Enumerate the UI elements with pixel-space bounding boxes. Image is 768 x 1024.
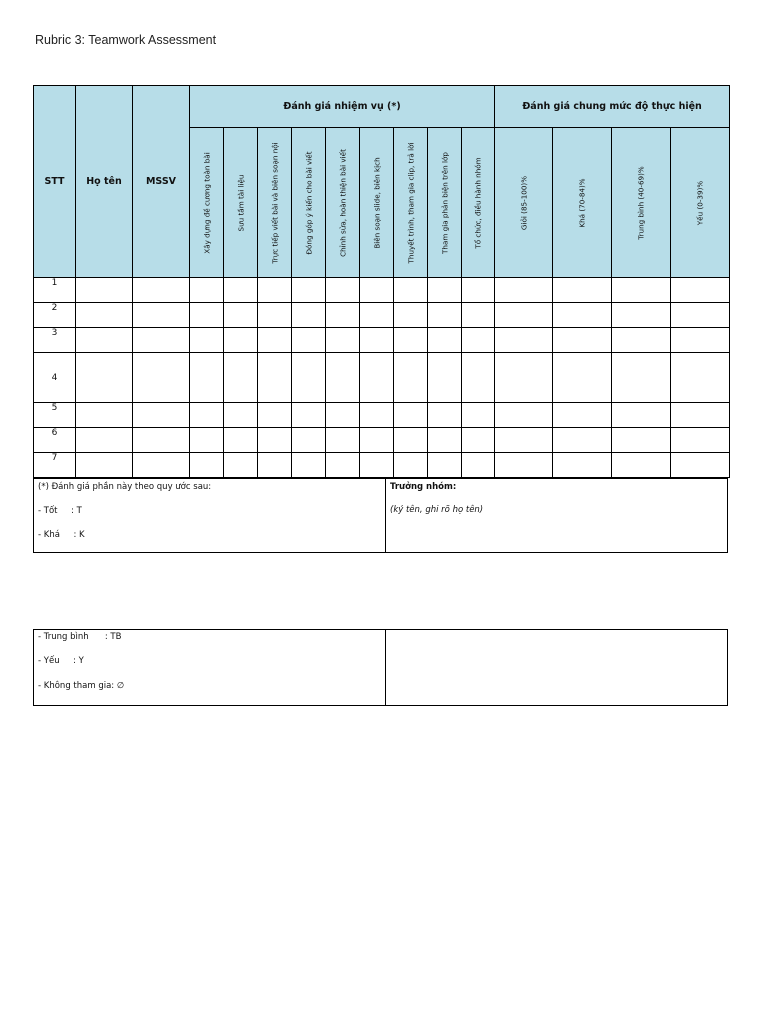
table-cell[interactable]	[495, 278, 553, 303]
table-cell[interactable]	[612, 353, 671, 403]
table-cell[interactable]	[495, 303, 553, 328]
table-cell[interactable]	[394, 278, 428, 303]
legend-heading: (*) Đánh giá phần này theo quy ước sau:	[38, 482, 212, 492]
table-cell[interactable]	[292, 303, 326, 328]
table-cell[interactable]	[326, 278, 360, 303]
table-cell[interactable]	[612, 428, 671, 453]
row-number: 1	[34, 278, 76, 303]
row-number: 6	[34, 428, 76, 453]
table-cell[interactable]	[258, 453, 292, 478]
table-cell[interactable]	[133, 328, 190, 353]
table-cell[interactable]	[190, 353, 224, 403]
row-number: 3	[34, 328, 76, 353]
table-cell[interactable]	[671, 328, 730, 353]
table-row	[34, 403, 730, 428]
table-cell[interactable]	[495, 453, 553, 478]
table-cell[interactable]	[553, 328, 612, 353]
legend-box	[33, 478, 728, 553]
table-cell[interactable]	[671, 453, 730, 478]
table-cell[interactable]	[394, 303, 428, 328]
legend-absent: - Không tham gia: ∅	[38, 681, 125, 691]
table-cell[interactable]	[428, 328, 462, 353]
legend-box-continued	[33, 629, 728, 706]
table-cell[interactable]	[326, 403, 360, 428]
table-cell[interactable]	[326, 328, 360, 353]
table-cell[interactable]	[76, 428, 133, 453]
header-name: Họ tên	[76, 86, 133, 278]
table-cell[interactable]	[292, 328, 326, 353]
table-cell[interactable]	[190, 428, 224, 453]
table-cell[interactable]	[553, 353, 612, 403]
table-cell[interactable]	[133, 353, 190, 403]
row-number: 4	[34, 353, 76, 403]
table-cell[interactable]	[76, 453, 133, 478]
task-header: Tham gia phản biện trên lớp	[428, 128, 462, 278]
level-header: Yếu (0-39)%	[671, 128, 730, 278]
table-cell[interactable]	[671, 303, 730, 328]
table-cell[interactable]	[394, 353, 428, 403]
table-cell[interactable]	[258, 428, 292, 453]
table-cell[interactable]	[462, 428, 495, 453]
table-cell[interactable]	[553, 453, 612, 478]
table-cell[interactable]	[462, 303, 495, 328]
table-cell[interactable]	[428, 403, 462, 428]
table-cell[interactable]	[292, 428, 326, 453]
table-cell[interactable]	[190, 303, 224, 328]
table-cell[interactable]	[326, 453, 360, 478]
table-cell[interactable]	[76, 353, 133, 403]
header-student-id: MSSV	[133, 86, 190, 278]
table-cell[interactable]	[292, 278, 326, 303]
table-cell[interactable]	[326, 303, 360, 328]
table-cell[interactable]	[258, 403, 292, 428]
table-cell[interactable]	[76, 303, 133, 328]
table-cell[interactable]	[394, 428, 428, 453]
legend-left	[34, 479, 386, 552]
table-cell[interactable]	[671, 403, 730, 428]
table-cell[interactable]	[133, 278, 190, 303]
table-cell[interactable]	[553, 428, 612, 453]
table-cell[interactable]	[428, 303, 462, 328]
task-header: Biên soạn slide, biên kịch	[360, 128, 394, 278]
assessment-table	[33, 85, 730, 478]
task-header: Xây dựng đề cương toàn bài	[190, 128, 224, 278]
legend-fair: - Khá : K	[38, 530, 85, 540]
table-cell[interactable]	[258, 328, 292, 353]
table-cell[interactable]	[326, 353, 360, 403]
table-cell[interactable]	[462, 353, 495, 403]
table-cell[interactable]	[292, 453, 326, 478]
table-cell[interactable]	[671, 353, 730, 403]
header-task-evaluation: Đánh giá nhiệm vụ (*)	[190, 86, 495, 128]
table-cell[interactable]	[612, 403, 671, 428]
table-cell[interactable]	[224, 328, 258, 353]
table-cell[interactable]	[428, 353, 462, 403]
document-title: Rubric 3: Teamwork Assessment	[35, 33, 217, 47]
table-cell[interactable]	[428, 453, 462, 478]
table-cell[interactable]	[292, 403, 326, 428]
table-cell[interactable]	[292, 353, 326, 403]
task-header: Thuyết trình, tham gia clip, trả lời	[394, 128, 428, 278]
level-header: Giỏi (85-100)%	[495, 128, 553, 278]
table-cell[interactable]	[462, 453, 495, 478]
legend-right-empty	[386, 630, 727, 705]
row-number: 7	[34, 453, 76, 478]
table-row	[34, 278, 730, 303]
table-cell[interactable]	[258, 303, 292, 328]
table-cell[interactable]	[428, 428, 462, 453]
table-cell[interactable]	[612, 303, 671, 328]
table-row	[34, 303, 730, 328]
table-cell[interactable]	[394, 453, 428, 478]
level-header: Khá (70-84)%	[553, 128, 612, 278]
leader-label: Trưởng nhóm:	[390, 482, 457, 492]
table-cell[interactable]	[224, 428, 258, 453]
table-cell[interactable]	[258, 353, 292, 403]
table-row	[34, 428, 730, 453]
table-cell[interactable]	[224, 353, 258, 403]
table-cell[interactable]	[133, 403, 190, 428]
table-cell[interactable]	[495, 428, 553, 453]
table-cell[interactable]	[224, 278, 258, 303]
table-cell[interactable]	[612, 278, 671, 303]
table-cell[interactable]	[76, 328, 133, 353]
task-header: Chỉnh sửa, hoàn thiện bài viết	[326, 128, 360, 278]
table-cell[interactable]	[76, 278, 133, 303]
table-cell[interactable]	[612, 453, 671, 478]
legend-left-continued	[34, 630, 386, 705]
table-cell[interactable]	[360, 328, 394, 353]
header-overall-evaluation: Đánh giá chung mức độ thực hiện	[495, 86, 730, 128]
table-body	[34, 278, 730, 478]
table-cell[interactable]	[495, 403, 553, 428]
table-row	[34, 328, 730, 353]
table-cell[interactable]	[394, 328, 428, 353]
table-cell[interactable]	[495, 353, 553, 403]
row-number: 2	[34, 303, 76, 328]
table-cell[interactable]	[360, 453, 394, 478]
table-cell[interactable]	[360, 353, 394, 403]
table-cell[interactable]	[190, 453, 224, 478]
table-row	[34, 353, 730, 403]
table-cell[interactable]	[553, 278, 612, 303]
task-header: Trực tiếp viết bài và biên soạn nội	[258, 128, 292, 278]
header-stt: STT	[34, 86, 76, 278]
task-header: Đóng góp ý kiến cho bài viết	[292, 128, 326, 278]
table-cell[interactable]	[133, 453, 190, 478]
table-cell[interactable]	[360, 278, 394, 303]
table-cell[interactable]	[224, 453, 258, 478]
table-cell[interactable]	[360, 428, 394, 453]
level-header: Trung bình (40-69)%	[612, 128, 671, 278]
table-cell[interactable]	[462, 278, 495, 303]
table-cell[interactable]	[612, 328, 671, 353]
table-cell[interactable]	[190, 403, 224, 428]
table-cell[interactable]	[190, 328, 224, 353]
task-header: Sưu tầm tài liệu	[224, 128, 258, 278]
table-cell[interactable]	[394, 403, 428, 428]
table-cell[interactable]	[671, 278, 730, 303]
task-header: Tổ chức, điều hành nhóm	[462, 128, 495, 278]
table-cell[interactable]	[671, 428, 730, 453]
table-cell[interactable]	[553, 403, 612, 428]
table-cell[interactable]	[133, 303, 190, 328]
table-cell[interactable]	[190, 278, 224, 303]
table-cell[interactable]	[76, 403, 133, 428]
legend-weak: - Yếu : Y	[38, 656, 84, 666]
row-number: 5	[34, 403, 76, 428]
leader-signature-area	[386, 479, 727, 552]
table-cell[interactable]	[360, 403, 394, 428]
table-row	[34, 453, 730, 478]
legend-good: - Tốt : T	[38, 506, 82, 516]
table-cell[interactable]	[224, 403, 258, 428]
table-cell[interactable]	[462, 328, 495, 353]
table-cell[interactable]	[224, 303, 258, 328]
leader-hint: (ký tên, ghi rõ họ tên)	[390, 505, 484, 515]
table-cell[interactable]	[360, 303, 394, 328]
table-cell[interactable]	[258, 278, 292, 303]
table-cell[interactable]	[326, 428, 360, 453]
table-cell[interactable]	[553, 303, 612, 328]
table-cell[interactable]	[428, 278, 462, 303]
table-cell[interactable]	[495, 328, 553, 353]
table-cell[interactable]	[133, 428, 190, 453]
table-cell[interactable]	[462, 403, 495, 428]
legend-average: - Trung bình : TB	[38, 632, 122, 642]
